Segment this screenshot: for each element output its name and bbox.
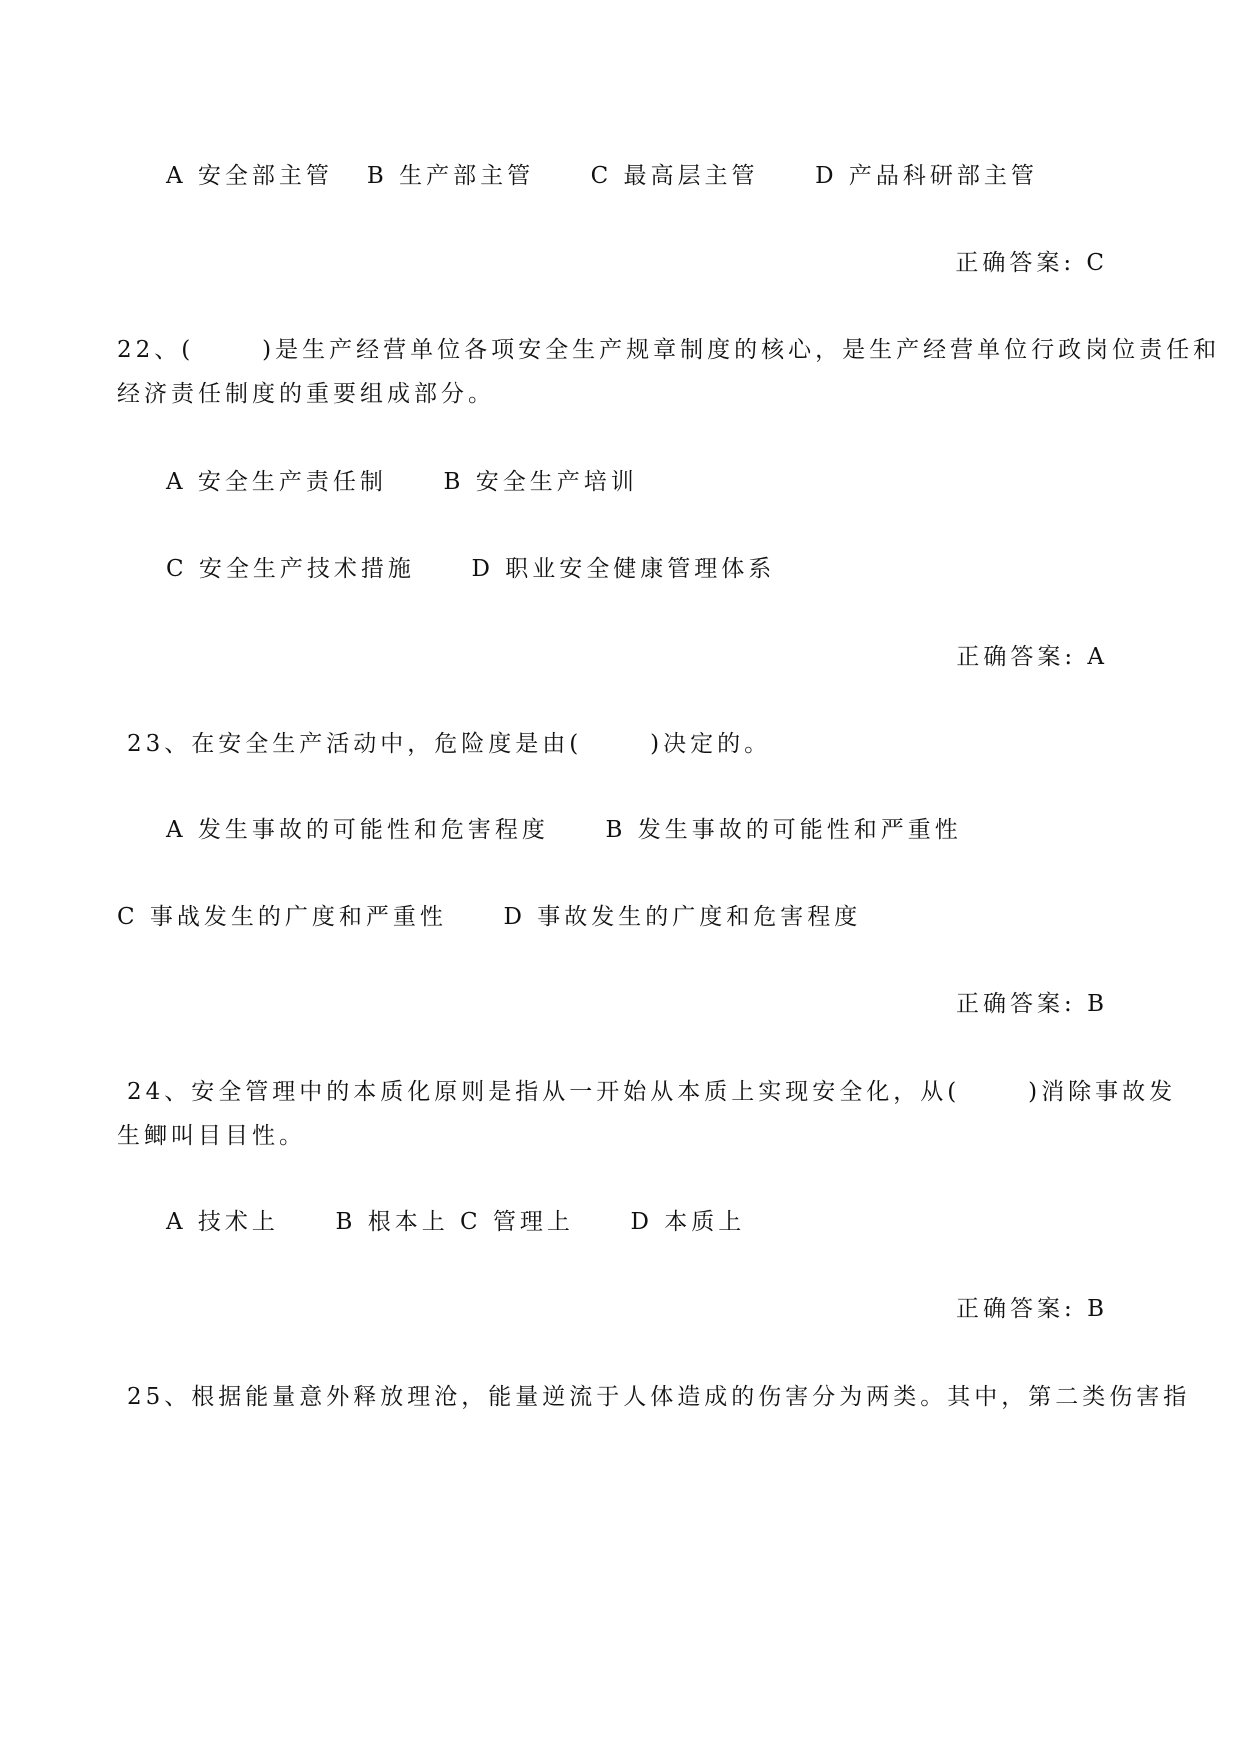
answer-line: 正确答案: C bbox=[955, 250, 1108, 276]
question-stem: 经济责任制度的重要组成部分。 bbox=[117, 381, 495, 407]
answer-line: 正确答案: A bbox=[956, 644, 1108, 670]
question-stem: 生鲫叫目目性。 bbox=[117, 1123, 306, 1149]
options-line: C 安全生产技术措施 D 职业安全健康管理体系 bbox=[166, 556, 776, 582]
options-line: A 安全生产责任制 B 安全生产培训 bbox=[166, 469, 638, 495]
question-stem: 22、( )是生产经营单位各项安全生产规章制度的核心，是生产经营单位行政岗位责任和 bbox=[117, 337, 1221, 363]
answer-line: 正确答案: B bbox=[956, 991, 1108, 1017]
question-stem: 23、在安全生产活动中，危险度是由( )决定的。 bbox=[127, 731, 772, 757]
options-line: C 事战发生的广度和严重性 D 事故发生的广度和危害程度 bbox=[117, 904, 862, 930]
options-line: A 发生事故的可能性和危害程度 B 发生事故的可能性和严重性 bbox=[166, 817, 962, 843]
options-line: A 技术上 B 根本上 C 管理上 D 本质上 bbox=[166, 1209, 746, 1235]
question-stem: 24、安全管理中的本质化原则是指从一开始从本质上实现安全化，从( )消除事故发 bbox=[127, 1079, 1177, 1105]
answer-line: 正确答案: B bbox=[956, 1296, 1108, 1322]
options-line: A 安全部主管 B 生产部主管 C 最高层主管 D 产品科研部主管 bbox=[166, 163, 1038, 189]
question-stem: 25、根据能量意外释放理沧，能量逆流于人体造成的伤害分为两类。其中，第二类伤害指 bbox=[127, 1384, 1191, 1410]
